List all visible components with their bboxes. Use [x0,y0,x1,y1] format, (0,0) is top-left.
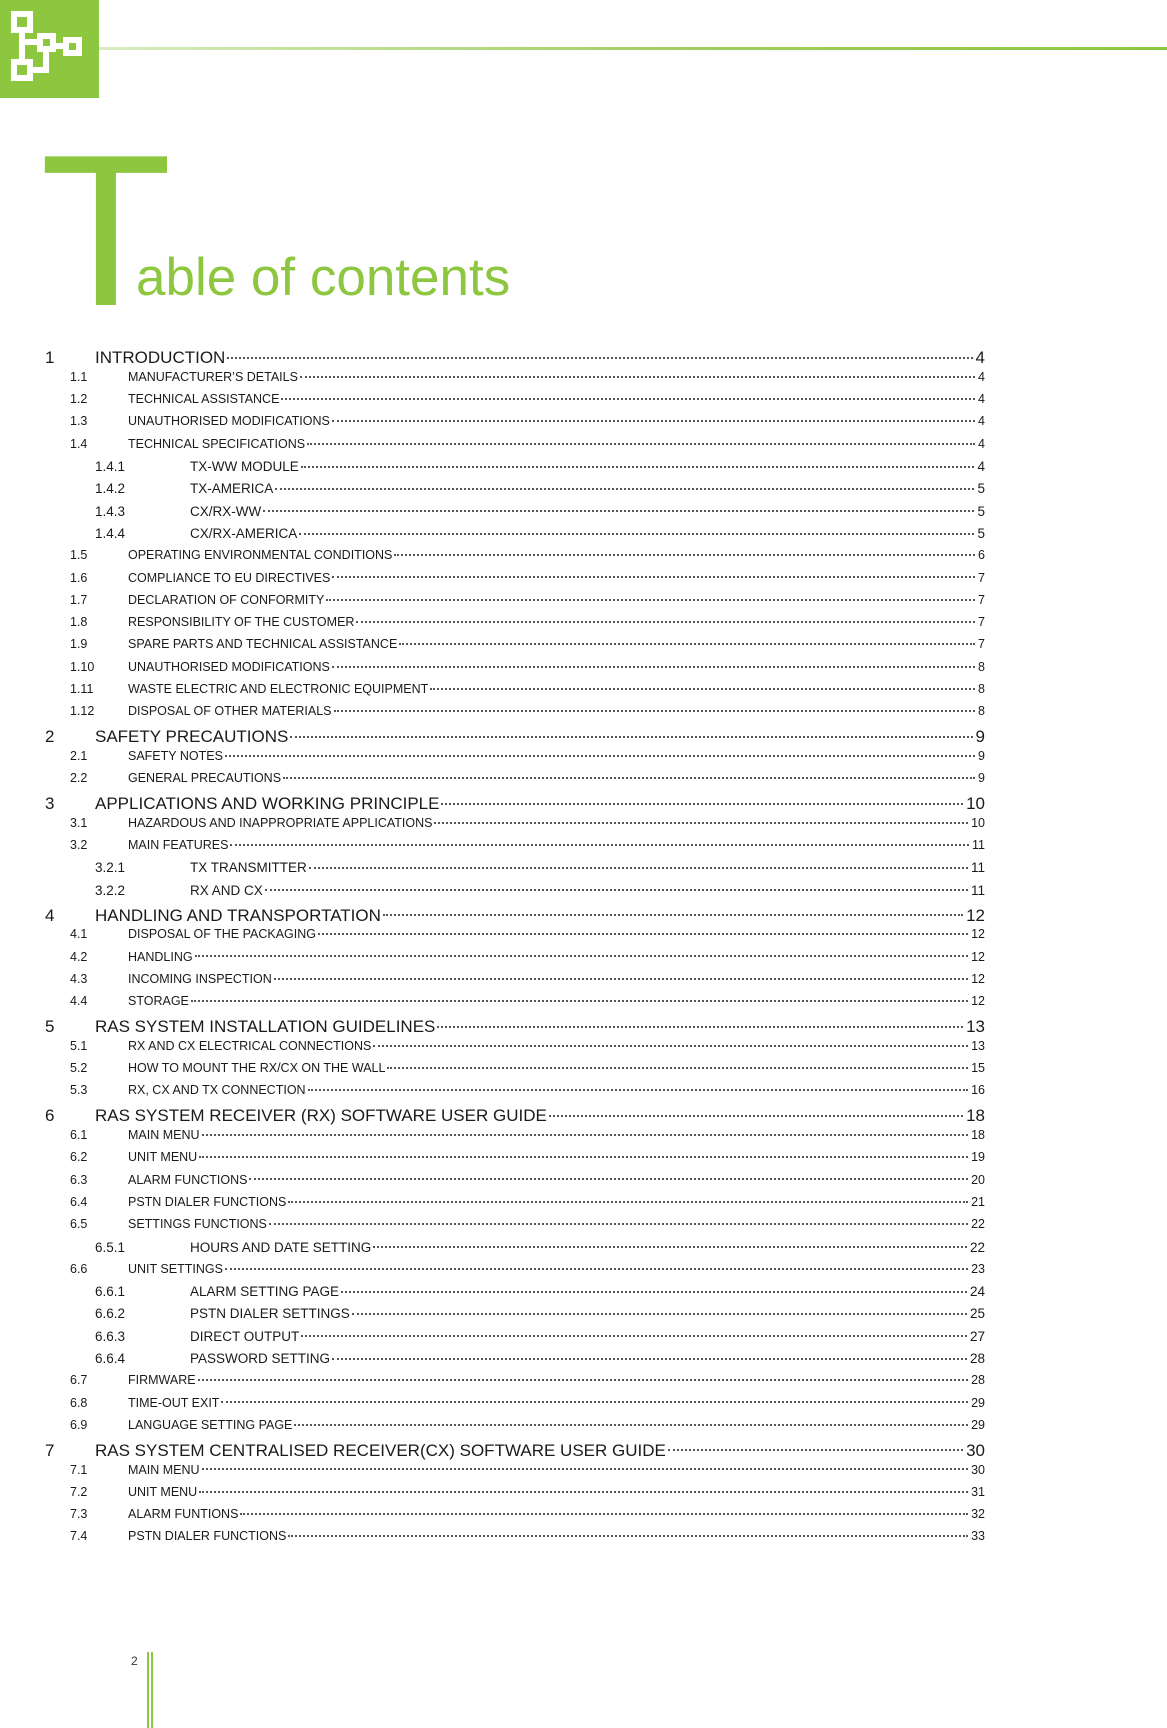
toc-entry-label: RAS SYSTEM INSTALLATION GUIDELINES [95,1017,436,1036]
toc-entry[interactable] [70,679,985,697]
toc-entry-number: 6.6.3 [95,1328,126,1344]
toc-entry-label: STORAGE [128,994,189,1009]
dot-leader [198,1367,969,1382]
toc-entry[interactable] [70,1080,985,1098]
toc-entry-label: GENERAL PRECAUTIONS [128,771,282,786]
toc-entry[interactable] [70,366,985,384]
toc-entry-label: INCOMING INSPECTION [128,971,272,986]
toc-entry-number: 2 [45,727,55,747]
toc-entry-page: 12 [971,971,985,986]
dot-leader [199,1478,968,1493]
toc-entry-number: 7.2 [70,1484,88,1499]
toc-entry-label: RX, CX AND TX CONNECTION [128,1083,306,1098]
toc-entry-number: 3.2.1 [95,860,126,876]
toc-entry-label: PASSWORD SETTING [190,1351,331,1366]
toc-entry-page: 6 [978,548,985,563]
toc-entry-label: MANUFACTURER’S DETAILS [128,369,298,384]
toc-entry-page: 12 [971,994,985,1009]
toc-entry-label: MAIN MENU [128,1128,200,1142]
dot-leader [332,1344,967,1360]
toc-entry-number: 5.1 [70,1038,88,1053]
toc-entry-page: 11 [972,838,985,853]
toc-entry-label: HANDLING AND TRANSPORTATION [95,905,381,925]
toc-entry-page: 9 [978,771,985,786]
toc-entry-number: 4 [45,905,55,925]
dot-leader [301,1322,967,1338]
dot-leader [334,698,976,713]
dot-leader [274,965,968,980]
toc-entry-page: 12 [971,949,985,964]
dot-leader [332,408,975,423]
toc-entry-number: 1.4 [70,436,88,451]
dot-leader [288,1523,968,1538]
toc-entry[interactable] [70,1392,985,1410]
footer-page-number: 2 [131,1654,138,1668]
toc-entry[interactable] [95,456,985,474]
toc-entry[interactable] [70,1058,985,1076]
toc-entry-number: 6 [45,1106,55,1126]
dot-leader [383,897,963,916]
toc-entry-label: HOW TO MOUNT THE RX/CX ON THE WALL [128,1061,386,1076]
toc-entry-number: 6.5.1 [95,1239,126,1255]
toc-entry-label: SAFETY PRECAUTIONS [95,727,289,747]
toc-entry-label: WASTE ELECTRIC AND ELECTRONIC EQUIPMENT [128,682,429,696]
toc-entry[interactable] [70,946,985,964]
toc-entry-page: 13 [966,1017,985,1036]
toc-entry[interactable] [70,656,985,674]
toc-entry[interactable] [70,991,985,1009]
toc-entry[interactable] [70,835,985,853]
dot-leader [265,876,968,892]
toc-entry-page: 22 [971,1217,985,1232]
toc-entry-page: 4 [978,392,985,407]
toc-entry-number: 1.12 [70,704,95,719]
dot-leader [269,1211,968,1226]
dot-leader [437,1009,963,1028]
toc-entry-number: 1.6 [70,570,88,585]
toc-entry-number: 1.8 [70,615,88,630]
toc-entry[interactable] [95,1303,985,1321]
dot-leader [225,1255,968,1270]
toc-entry-page: 18 [971,1128,985,1142]
dot-leader [225,742,975,757]
toc-entry-page: 15 [971,1061,985,1076]
dot-leader [249,1166,968,1181]
dot-leader [341,1277,967,1293]
toc-entry-label: CX/RX-AMERICA [190,525,298,541]
toc-entry[interactable] [70,589,985,607]
dot-leader [318,921,968,936]
toc-entry-page: 30 [966,1440,985,1460]
toc-entry-label: TECHNICAL SPECIFICATIONS [128,436,306,451]
dot-leader [301,452,975,468]
toc-entry[interactable] [70,768,985,786]
dot-leader [441,786,963,805]
dot-leader [202,1456,969,1471]
toc-entry-label: TIME-OUT EXIT [128,1395,220,1410]
toc-entry-label: SPARE PARTS AND TECHNICAL ASSISTANCE [128,637,398,652]
dot-leader [288,1188,968,1203]
dot-leader [230,831,969,846]
toc-entry-label: CX/RX-WW [190,503,262,519]
toc-entry-page: 32 [971,1507,985,1522]
toc-entry-number: 6.5 [70,1217,88,1232]
toc-entry-page: 13 [971,1038,985,1053]
toc-entry-page: 9 [978,748,985,763]
toc-entry-page: 4 [978,369,985,384]
toc-entry-page: 21 [971,1194,985,1209]
toc-entry[interactable] [70,1481,985,1499]
toc-entry-page: 12 [966,905,985,925]
toc-entry-page: 5 [977,525,985,541]
toc-entry[interactable] [70,968,985,986]
toc-entry-number: 1.4.4 [95,525,126,541]
dot-leader [300,363,975,378]
toc-entry-page: 7 [978,592,985,607]
footer-rule [147,1652,149,1728]
toc-entry-page: 5 [977,503,985,519]
toc-entry-number: 1.4.2 [95,481,126,497]
toc-entry-page: 7 [978,637,985,652]
toc-entry-page: 4 [978,436,985,451]
toc-entry-page: 9 [975,727,985,747]
toc-entry-label: FIRMWARE [128,1373,196,1388]
toc-entry[interactable] [70,1147,985,1165]
toc-entry-label: TX-WW MODULE [190,459,299,474]
page-title [40,109,740,351]
toc-entry-label: RX AND CX [190,882,263,898]
toc-entry-number: 3.2.2 [95,882,126,898]
dot-leader [263,497,974,513]
toc-entry[interactable] [70,1125,985,1143]
toc-entry-number: 7.4 [70,1529,88,1544]
title-text: able of contents [136,248,511,307]
toc-entry-label: DISPOSAL OF OTHER MATERIALS [128,704,332,719]
dot-leader [373,1233,967,1249]
dot-leader [394,542,975,557]
toc-entry-number: 6.7 [70,1373,88,1388]
dot-leader [387,1054,968,1069]
toc-entry[interactable] [70,1258,985,1276]
toc-entry-label: DISPOSAL OF THE PACKAGING [128,927,317,942]
toc-entry-number: 3 [45,794,55,813]
toc-entry-page: 27 [969,1328,985,1344]
toc-entry-number: 4.1 [70,927,88,942]
dot-leader [373,1032,968,1047]
dot-leader [326,586,975,601]
toc-entry[interactable] [70,612,985,630]
toc-entry[interactable] [95,1236,985,1254]
toc-entry[interactable] [70,567,985,585]
toc-entry-label: SETTINGS FUNCTIONS [128,1217,267,1232]
toc-entry-label: UNIT SETTINGS [128,1261,223,1276]
toc-entry-number: 7 [45,1440,55,1460]
toc-entry-number: 6.6.1 [95,1284,126,1300]
toc-entry-label: INTRODUCTION [95,348,226,367]
toc-entry-page: 29 [971,1417,985,1432]
toc-entry-number: 5 [45,1017,55,1036]
toc-entry-number: 4.4 [70,994,88,1009]
toc-entry-page: 28 [969,1351,985,1366]
toc-entry-page: 4 [977,459,985,474]
toc-entry-number: 3.2 [70,838,88,853]
toc-entry[interactable] [70,1169,985,1187]
toc-entry-label: UNIT MENU [128,1150,198,1165]
toc-entry-number: 6.9 [70,1417,88,1432]
toc-entry-number: 7.1 [70,1462,88,1477]
toc-entry-number: 3.1 [70,815,88,830]
toc-entry-number: 1.3 [70,414,88,429]
toc-entry-page: 20 [971,1172,985,1187]
toc-entry-number: 2.1 [70,748,88,763]
toc-entry[interactable] [70,1414,985,1432]
toc-entry-page: 19 [971,1150,985,1165]
toc-entry-label: PSTN DIALER FUNCTIONS [128,1529,287,1544]
toc-entry[interactable] [70,545,985,563]
dot-leader [240,1500,968,1515]
dot-leader [309,854,968,870]
toc-entry-number: 2.2 [70,771,88,786]
dot-leader [399,631,975,646]
hierarchy-diagram-icon [0,0,99,98]
toc-entry-number: 6.2 [70,1150,88,1165]
toc-entry-page: 25 [969,1306,985,1322]
toc-entry-label: MAIN MENU [128,1462,200,1477]
toc-entry[interactable] [95,522,985,540]
toc-entry[interactable] [70,1191,985,1209]
toc-entry-label: HANDLING [128,949,193,964]
toc-entry-number: 1.9 [70,637,88,652]
toc-entry[interactable] [70,745,985,763]
toc-entry[interactable] [70,389,985,407]
toc-entry-label: SAFETY NOTES [128,748,223,763]
toc-entry-number: 6.6.4 [95,1351,126,1366]
toc-entry-label: UNAUTHORISED MODIFICATIONS [128,659,330,674]
toc-entry-label: APPLICATIONS AND WORKING PRINCIPLE [95,794,440,813]
toc-entry-label: HAZARDOUS AND INAPPROPRIATE APPLICATIONS [128,815,433,830]
toc-entry-number: 5.2 [70,1061,88,1076]
toc-entry-page: 8 [978,659,985,674]
dot-leader [308,1077,969,1092]
toc-entry[interactable] [70,433,985,451]
toc-entry-number: 1.11 [70,682,94,696]
dot-leader [191,988,968,1003]
toc-entry-page: 24 [969,1284,985,1300]
toc-entry-number: 7.3 [70,1507,88,1522]
dot-leader [299,519,974,535]
toc-entry-label: HOURS AND DATE SETTING [190,1239,372,1255]
toc-entry-page: 10 [971,815,985,830]
toc-entry-number: 1.1 [70,369,88,384]
dot-leader [202,1121,969,1136]
toc-entry-number: 1.4.1 [95,459,126,474]
toc-entry-label: UNAUTHORISED MODIFICATIONS [128,414,330,429]
toc-entry[interactable] [95,857,985,875]
dot-leader [430,675,975,690]
toc-entry-page: 23 [971,1261,985,1276]
toc-entry-page: 29 [971,1395,985,1410]
toc-entry[interactable] [95,1325,985,1343]
toc-entry[interactable] [95,500,985,518]
toc-entry-label: OPERATING ENVIRONMENTAL CONDITIONS [128,548,393,563]
toc-entry-number: 6.1 [70,1128,88,1142]
dot-leader [332,564,975,579]
dot-leader [281,385,975,400]
toc-entry[interactable] [70,701,985,719]
toc-entry-number: 4.3 [70,971,88,986]
toc-entry-number: 6.6 [70,1261,88,1276]
dot-leader [549,1098,963,1117]
toc-entry-number: 1.2 [70,392,88,407]
toc-entry-label: DECLARATION OF CONFORMITY [128,592,325,607]
toc-entry-number: 6.6.2 [95,1306,126,1322]
toc-entry-number: 1.5 [70,548,88,563]
toc-entry-label: RX AND CX ELECTRICAL CONNECTIONS [128,1038,372,1053]
toc-entry-number: 1 [45,348,55,367]
toc-entry-number: 5.3 [70,1083,88,1098]
toc-entry-page: 22 [969,1239,985,1255]
toc-entry-page: 5 [977,481,985,497]
toc-entry[interactable] [70,1459,985,1477]
dot-leader [294,1411,968,1426]
toc-entry[interactable] [70,1035,985,1053]
toc-entry-label: PSTN DIALER FUNCTIONS [128,1194,287,1209]
toc-entry-label: ALARM FUNTIONS [128,1507,239,1522]
toc-entry[interactable] [95,879,985,897]
toc-entry-number: 6.3 [70,1172,88,1187]
toc-entry[interactable] [70,1214,985,1232]
toc-entry-page: 4 [975,348,985,367]
toc-entry-label: TX TRANSMITTER [190,860,307,876]
dot-leader [352,1300,967,1316]
toc-entry-number: 1.4.3 [95,503,126,519]
toc-entry[interactable] [70,411,985,429]
toc-entry-page: 4 [978,414,985,429]
toc-entry-page: 16 [971,1083,985,1098]
toc-entry-page: 10 [966,794,985,813]
toc-entry-label: PSTN DIALER SETTINGS [190,1306,350,1322]
toc-entry-label: TECHNICAL ASSISTANCE [128,392,280,407]
dot-leader [283,765,975,780]
toc-entry[interactable] [70,812,985,830]
dot-leader [275,474,974,490]
dot-leader [307,430,975,445]
dot-leader [434,809,968,824]
toc-entry[interactable] [70,1370,985,1388]
toc-entry-number: 1.7 [70,592,88,607]
dot-leader [199,1144,968,1159]
header-rule [99,47,1167,50]
dot-leader [290,719,972,738]
toc-entry-page: 28 [971,1373,985,1388]
toc-entry-label: LANGUAGE SETTING PAGE [128,1417,293,1432]
toc-entry-label: MAIN FEATURES [128,838,229,853]
dot-leader [332,653,975,668]
toc-entry[interactable] [95,478,985,496]
toc-entry-page: 7 [978,615,985,630]
toc-entry-page: 8 [978,682,985,696]
toc-entry-number: 1.10 [70,659,95,674]
footer-rule [151,1652,153,1728]
toc-entry-number: 4.2 [70,949,88,964]
dot-leader [668,1432,963,1451]
dot-leader [195,943,969,958]
toc-entry[interactable] [70,634,985,652]
toc-entry-page: 18 [966,1106,985,1126]
logo [0,0,99,98]
toc-entry-number: 6.8 [70,1395,88,1410]
dot-leader [227,340,972,359]
toc-entry-page: 33 [971,1529,985,1544]
title-initial: T [40,109,172,351]
toc-entry-label: ALARM FUNCTIONS [128,1172,248,1187]
toc-entry[interactable] [70,924,985,942]
toc-entry-page: 30 [971,1462,985,1477]
toc-entry-page: 11 [970,860,985,876]
toc-entry-label: UNIT MENU [128,1484,198,1499]
toc-entry-number: 6.4 [70,1194,88,1209]
toc-entry-page: 8 [978,704,985,719]
toc-entry-page: 31 [971,1484,985,1499]
toc-entry-page: 12 [971,927,985,942]
toc-entry-label: ALARM SETTING PAGE [190,1284,340,1300]
toc-entry-page: 7 [978,570,985,585]
toc-entry-label: RESPONSIBILITY OF THE CUSTOMER [128,615,355,630]
toc-entry-page: 11 [970,882,985,898]
toc-entry-label: RAS SYSTEM RECEIVER (RX) SOFTWARE USER GUIDE [95,1106,547,1126]
toc-entry-label: DIRECT OUTPUT [190,1328,300,1344]
dot-leader [356,608,975,623]
toc-entry-label: RAS SYSTEM CENTRALISED RECEIVER(CX) SOFTWARE USER GUIDE [95,1440,666,1460]
toc-entry[interactable] [95,1281,985,1299]
toc-entry[interactable] [95,1348,985,1366]
toc-entry-label: TX-AMERICA [190,481,274,497]
toc-entry-label: COMPLIANCE TO EU DIRECTIVES [128,570,331,585]
toc-entry[interactable] [70,1526,985,1544]
toc-entry[interactable] [70,1504,985,1522]
dot-leader [221,1389,968,1404]
